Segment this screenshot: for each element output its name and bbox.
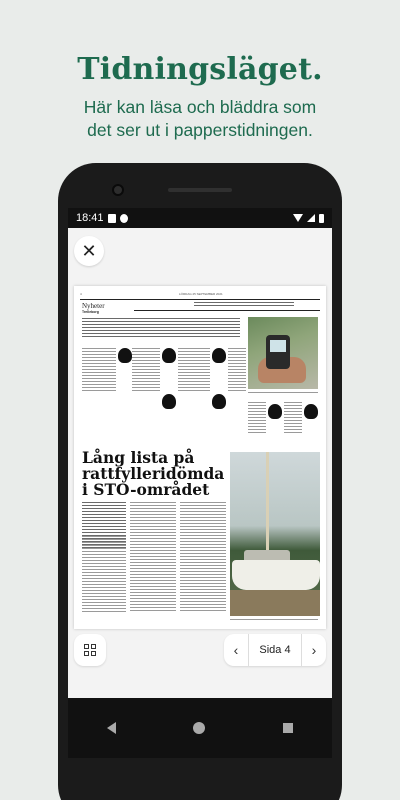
wifi-icon xyxy=(293,214,303,222)
phone-screen xyxy=(68,208,332,758)
profile-text xyxy=(248,402,266,435)
recent-apps-icon[interactable] xyxy=(283,723,293,733)
home-icon[interactable] xyxy=(193,722,205,734)
silhouette-face xyxy=(118,348,132,363)
breathalyzer-photo xyxy=(248,317,318,389)
previous-page-button[interactable]: ‹ xyxy=(233,642,239,658)
breathalyzer-device xyxy=(266,335,290,369)
promo-subtitle-line-1: Här kan läsa och bläddra som xyxy=(83,97,317,117)
silhouette-face xyxy=(304,404,318,419)
newspaper-page[interactable] xyxy=(74,286,326,629)
phone-frame xyxy=(58,163,342,800)
newspaper-viewer xyxy=(68,228,332,698)
next-page-button[interactable]: › xyxy=(311,642,317,658)
article-body-col-3 xyxy=(180,502,226,613)
page-navigator xyxy=(224,634,326,666)
promo-subtitle-line-2: det ser ut i papperstidningen. xyxy=(87,120,313,140)
promo-subtitle xyxy=(0,96,400,142)
battery-icon xyxy=(319,214,324,223)
silhouette-face xyxy=(162,348,176,363)
page-indicator: Sida 4 xyxy=(248,634,302,666)
photo-caption-2 xyxy=(230,619,318,622)
headline-line-3: i STO-området xyxy=(82,480,210,499)
grid-icon xyxy=(84,644,96,656)
profile-text xyxy=(284,402,302,435)
dock xyxy=(230,590,320,616)
notification-icon xyxy=(120,214,128,223)
photo-caption-1 xyxy=(248,392,318,395)
profile-text xyxy=(178,348,210,393)
close-button[interactable] xyxy=(74,236,104,266)
article-headline xyxy=(82,450,232,498)
status-bar xyxy=(68,208,332,228)
viewer-toolbar xyxy=(68,628,332,698)
earpiece-speaker xyxy=(168,188,232,192)
page-header xyxy=(80,292,320,298)
article-body-col-2 xyxy=(130,502,176,613)
silhouette-face xyxy=(212,394,226,409)
status-time: 18:41 xyxy=(76,212,104,224)
profile-text xyxy=(132,348,160,393)
back-icon[interactable] xyxy=(107,722,116,734)
section-title: Nyheter xyxy=(82,302,105,310)
page-overview-button[interactable] xyxy=(74,634,106,666)
article-body-col-1 xyxy=(82,536,126,614)
headline-line-2: rattfylleridömda xyxy=(82,464,225,483)
close-icon: ✕ xyxy=(81,240,97,261)
profile-text xyxy=(228,348,246,393)
top-info-text xyxy=(194,302,294,308)
page-number: 4 xyxy=(80,292,82,296)
locality-label: Trelleborg xyxy=(82,310,99,314)
header-rule xyxy=(80,299,320,300)
silhouette-face xyxy=(268,404,282,419)
silhouette-face xyxy=(162,394,176,409)
silhouette-face xyxy=(212,348,226,363)
boat-hull xyxy=(232,560,320,590)
headline-line-1: Lång lista på xyxy=(82,448,195,467)
page-date: LÖRDAG 25 SEPTEMBER 2021 xyxy=(178,292,223,296)
section-rule xyxy=(134,310,320,311)
promo-title: Tidningsläget. xyxy=(77,52,323,87)
profile-text xyxy=(82,348,116,393)
signal-icon xyxy=(307,214,315,222)
front-camera xyxy=(112,184,124,196)
intro-text xyxy=(82,318,240,339)
sailboat-photo xyxy=(230,452,320,616)
sim-icon xyxy=(108,214,116,223)
android-nav-bar xyxy=(68,698,332,758)
